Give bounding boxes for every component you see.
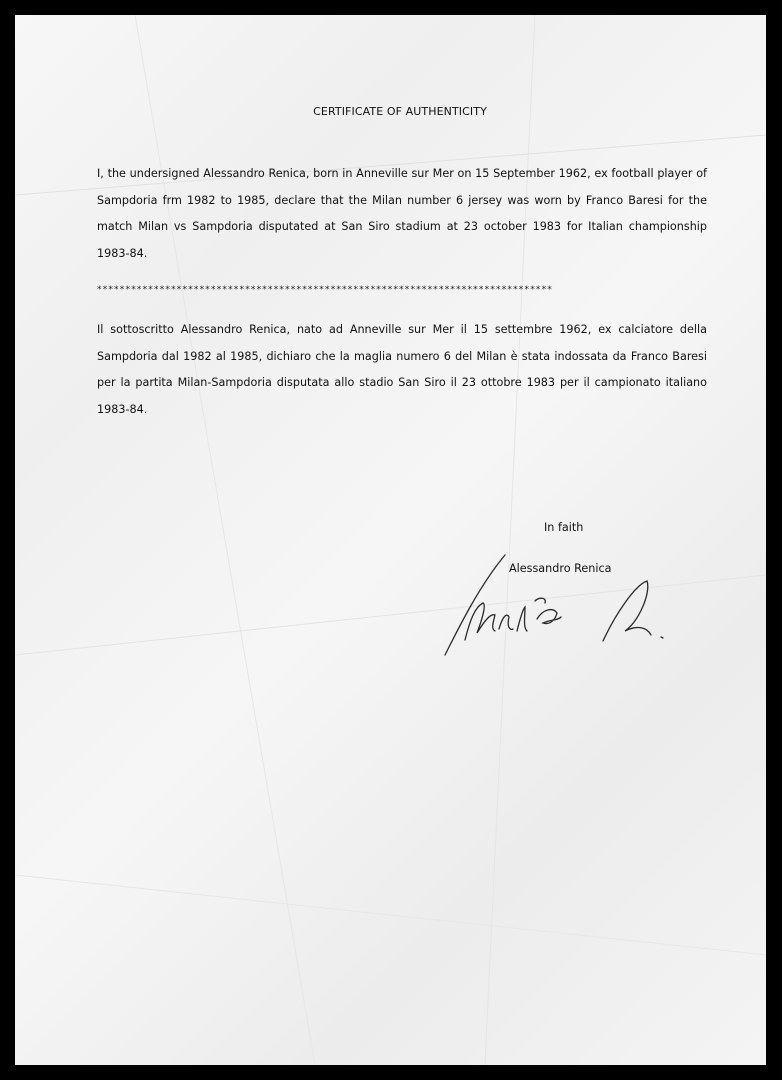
paper-sheet [15, 15, 766, 1065]
handwritten-signature [425, 545, 665, 665]
signer-name: Alessandro Renica [509, 562, 612, 575]
closing-text: In faith [544, 521, 584, 534]
certificate-title: CERTIFICATE OF AUTHENTICITY [313, 105, 487, 118]
english-paragraph: I, the undersigned Alessandro Renica, born in Anneville sur Mer on 15 September 1962, ex football player of Sampdoria frm 1982 to 1985, declare that the Milan number 6 jersey was worn by Franco Baresi for the match Milan vs Sampdoria disputated at San Siro stadium at 23 october 1983 for Italian championship 1983-84. [97, 167, 707, 260]
separator-line: ******************************************************************************** [97, 285, 553, 295]
italian-paragraph: Il sottoscritto Alessandro Renica, nato ad Anneville sur Mer il 15 settembre 1962, ex calciatore della Sampdoria dal 1982 al 1985, dichiaro che la maglia numero 6 del Milan è stata indossata da Franco Baresi per la partita Milan-Sampdoria disputata allo stadio San Siro il 23 ottobre 1983 per il campionato italiano 1983-84. [97, 323, 707, 416]
